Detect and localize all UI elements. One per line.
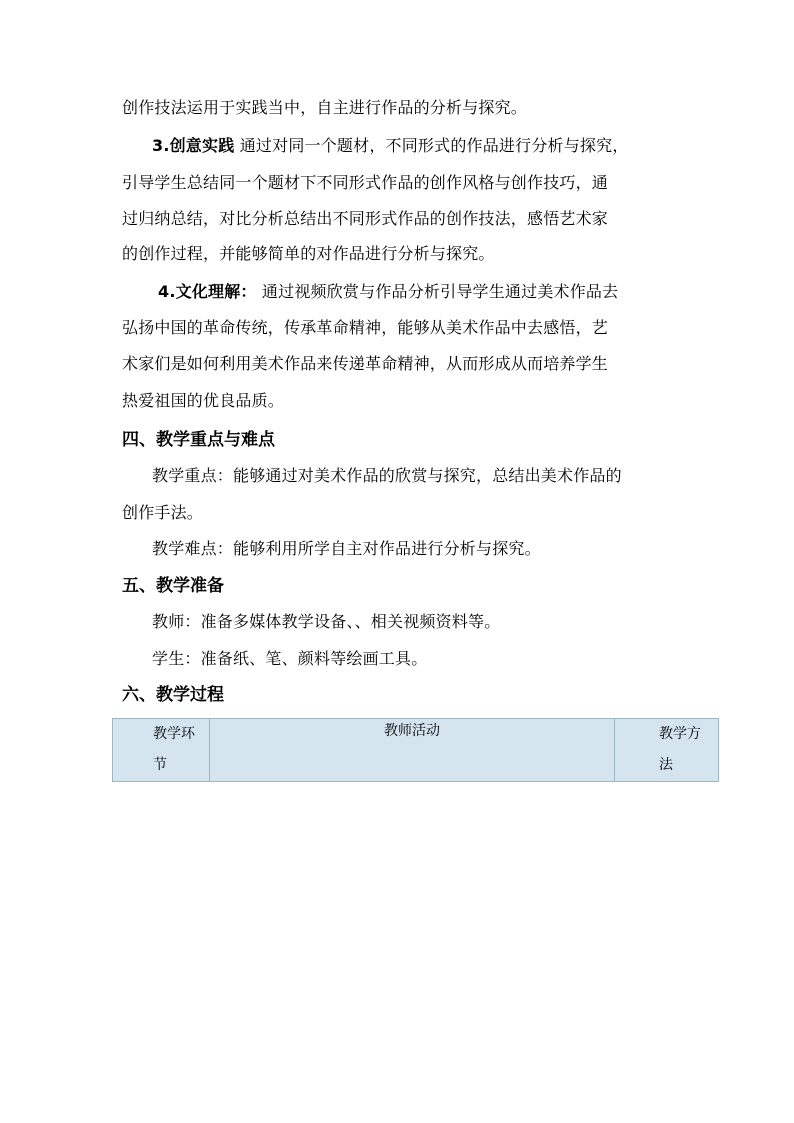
paragraph-line: 教学重点：能够通过对美术作品的欣赏与探究，总结出美术作品的 <box>152 466 622 485</box>
paragraph-line: 创作技法运用于实践当中，自主进行作品的分析与探究。 <box>122 98 528 117</box>
teaching-process-table <box>112 718 719 782</box>
paragraph-line: 的创作过程，并能够简单的对作品进行分析与探究。 <box>122 244 495 263</box>
paragraph-line <box>152 134 629 158</box>
table-header-activity: 教师活动 <box>210 719 615 782</box>
creative-practice-label: 3.创意实践 <box>152 136 235 155</box>
paragraph-line: 教学难点：能够利用所学自主对作品进行分析与探究。 <box>152 539 541 558</box>
paragraph-line: 教师：准备多媒体教学设备、、相关视频资料等。 <box>152 612 501 631</box>
section-heading: 六、教学过程 <box>122 685 224 705</box>
paragraph-line: 引导学生总结同一个题材下不同形式作品的创作风格与创作技巧，通 <box>122 173 609 192</box>
paragraph-line: 术家们是如何利用美术作品来传递革命精神，从而形成从而培养学生 <box>122 354 609 373</box>
section-heading: 五、教学准备 <box>122 576 224 596</box>
paragraph-line: 创作手法。 <box>122 503 204 522</box>
paragraph-line: 弘扬中国的革命传统，传承革命精神，能够从美术作品中去感悟，艺 <box>122 318 609 337</box>
paragraph-line: 过归纳总结，对比分析总结出不同形式作品的创作技法，感悟艺术家 <box>122 209 609 228</box>
section-heading: 四、教学重点与难点 <box>122 430 275 450</box>
table-header-row <box>113 719 719 782</box>
paragraph-line <box>158 280 618 304</box>
table-header-stage: 教学环 节 <box>113 719 210 782</box>
paragraph-line: 学生：准备纸、笔、颜料等绘画工具。 <box>152 649 428 668</box>
paragraph-text: 通过视频欣赏与作品分析引导学生通过美术作品去 <box>261 282 619 301</box>
paragraph-line: 热爱祖国的优良品质。 <box>122 391 285 410</box>
cultural-understanding-label: 4.文化理解： <box>158 282 257 301</box>
paragraph-text: 通过对同一个题材，不同形式的作品进行分析与探究， <box>239 136 629 155</box>
table-header-method: 教学方 法 <box>615 719 719 782</box>
